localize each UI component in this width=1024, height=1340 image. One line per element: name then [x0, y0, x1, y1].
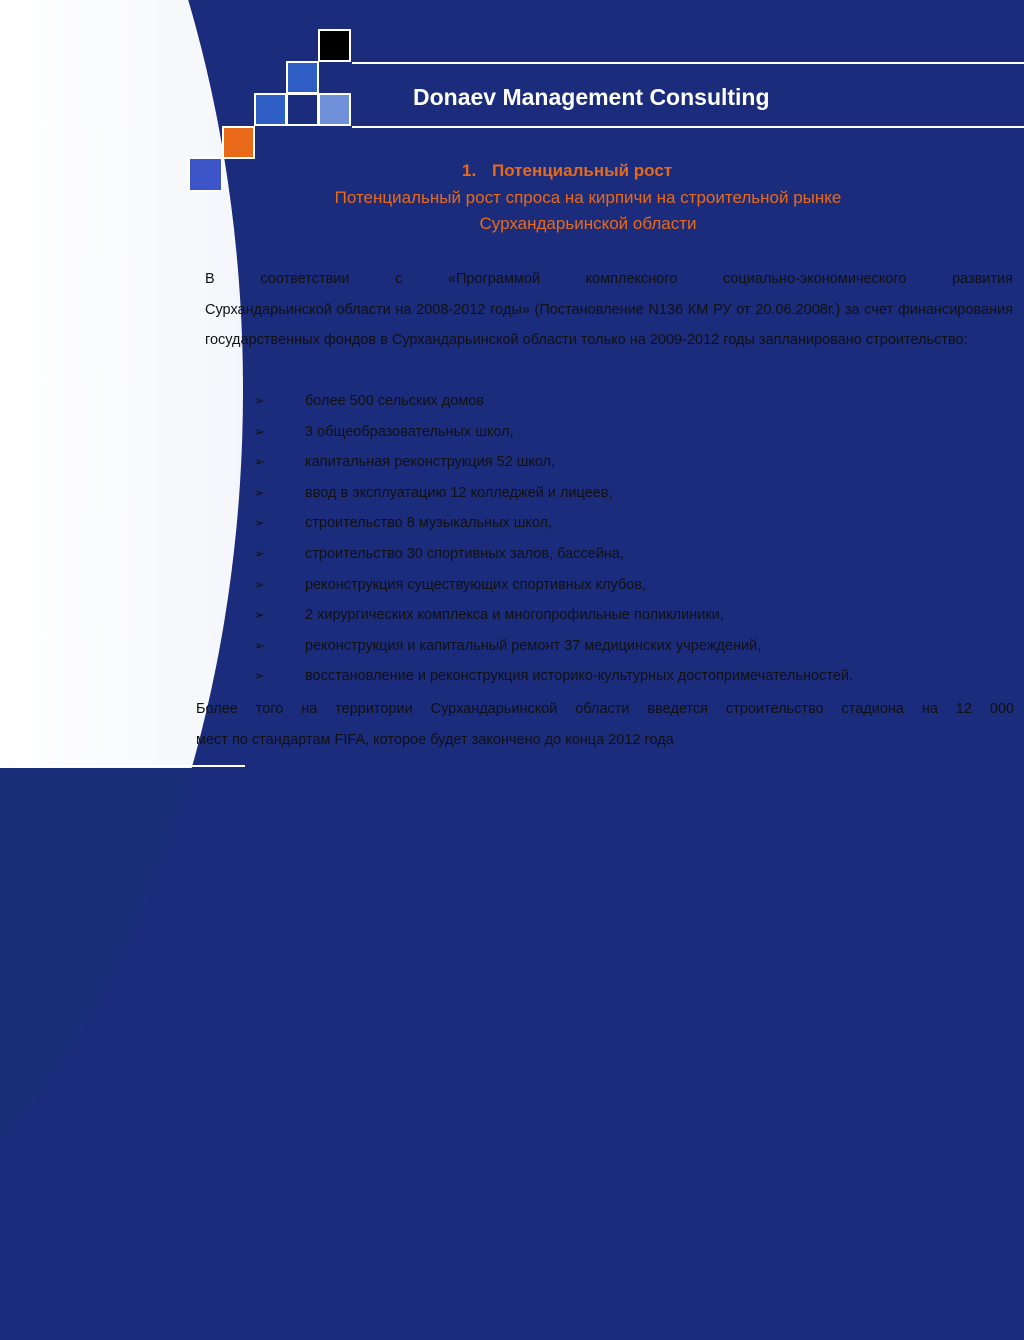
arrow-bullet-icon: ➢: [254, 423, 265, 439]
list-item-text: реконструкция и капитальный ремонт 37 медицинских учреждений,: [305, 637, 762, 654]
intro-paragraph: [205, 264, 1013, 356]
decor-square-navy: [286, 93, 319, 126]
subtitle-line-1: Потенциальный рост спроса на кирпичи на строительной рынке: [334, 188, 842, 207]
arrow-bullet-icon: ➢: [254, 637, 265, 653]
list-item-text: более 500 сельских домов: [305, 393, 484, 409]
intro-rest: Сурхандарьинской области на 2008-2012 годы» (Постановление N136 КМ РУ от 20.06.2008г.) за счет финансирования государственных фондов в Сурхандарьинской области только на 2009-2012 годы запланировано строительство:: [205, 301, 1013, 348]
arrow-bullet-icon: ➢: [254, 515, 265, 531]
arrow-bullet-icon: ➢: [254, 607, 265, 623]
arrow-bullet-icon: ➢: [254, 668, 265, 684]
background-arc: [0, 0, 243, 1340]
decor-square-lightblue: [318, 93, 351, 126]
intro-line-1: В соответствии с «Программой комплексного социально-экономического развития: [205, 271, 1013, 287]
construction-list: [254, 386, 1014, 692]
decor-square-blue: [286, 61, 319, 94]
list-item-text: ввод в эксплуатацию 12 колледжей и лицеев,: [305, 484, 613, 501]
section-subtitle: [250, 185, 926, 237]
list-item: [254, 539, 1014, 570]
arrow-bullet-icon: ➢: [254, 484, 265, 500]
page-title: Donaev Management Consulting: [413, 84, 770, 110]
decor-square-orange: [222, 126, 255, 159]
closing-paragraph: [196, 694, 1014, 756]
decor-square-blue: [254, 93, 287, 126]
list-item-text: 3 общеобразовательных школ,: [305, 423, 514, 440]
decor-square-black: [318, 29, 351, 62]
arrow-bullet-icon: ➢: [254, 545, 265, 561]
list-item: [254, 600, 1014, 631]
section-heading: [462, 161, 762, 181]
list-item: [254, 631, 1014, 662]
list-item-text: 2 хирургических комплекса и многопрофильные поликлиники,: [305, 607, 724, 624]
arrow-bullet-icon: ➢: [254, 393, 265, 408]
arrow-bullet-icon: ➢: [254, 576, 265, 592]
subtitle-line-2: Сурхандарьинской области: [479, 214, 697, 233]
section-number: 1.: [462, 161, 477, 180]
list-item-text: восстановление и реконструкция историко-культурных достопримечательностей.: [305, 668, 854, 685]
list-item: [254, 447, 1014, 478]
list-item-text: строительство 30 спортивных залов, бассейна,: [305, 545, 624, 562]
list-item-text: реконструкция существующих спортивных клубов,: [305, 576, 646, 593]
list-item: [254, 417, 1014, 448]
list-item: [254, 508, 1014, 539]
list-item: [254, 386, 1014, 417]
bottom-divider: [0, 765, 245, 767]
decor-square-blue: [188, 157, 223, 192]
list-item: [254, 478, 1014, 509]
closing-line-2: мест по стандартам FIFA, которое будет закончено до конца 2012 года: [196, 732, 674, 748]
list-item: [254, 570, 1014, 601]
list-item: [254, 661, 1014, 692]
arrow-bullet-icon: ➢: [254, 454, 265, 470]
list-item-text: капитальная реконструкция 52 школ,: [305, 454, 556, 471]
list-item-text: строительство 8 музыкальных школ,: [305, 515, 553, 532]
section-heading-text: Потенциальный рост: [492, 161, 673, 180]
closing-line-1: Более того на территории Сурхандарьинской области введется строительство стадиона на 12 000: [196, 701, 1014, 717]
